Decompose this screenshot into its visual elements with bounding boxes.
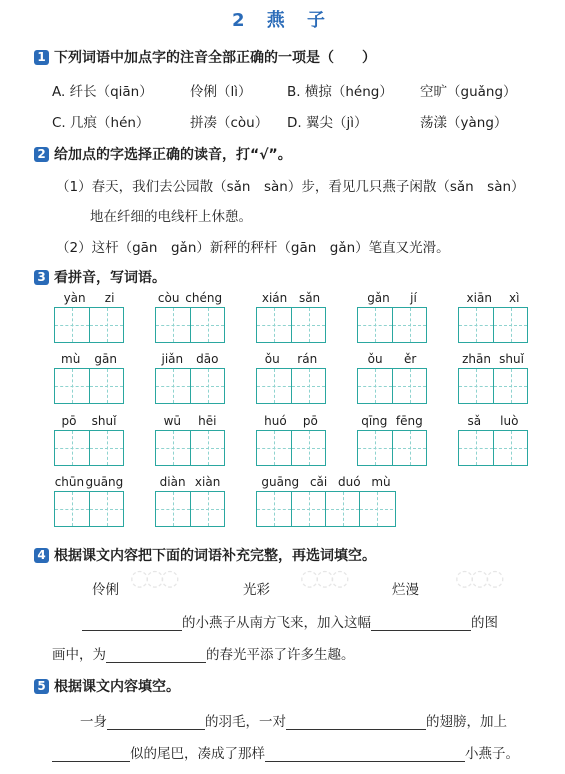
writing-grid[interactable] — [256, 491, 396, 527]
grid-cell[interactable] — [493, 308, 527, 342]
option-a-word1: A. 纤长（qiān） — [52, 84, 153, 100]
grid-cell[interactable] — [392, 308, 426, 342]
option-c-word2: 拼凑（còu） — [190, 115, 269, 131]
option-d-word2: 荡漾（yàng） — [420, 115, 508, 131]
grid-cell[interactable] — [493, 431, 527, 465]
pinyin-syllable: sǎ — [467, 414, 482, 428]
pinyin-syllable: ǒu — [367, 352, 383, 366]
decorative-flourish: ◌◌◌ — [300, 566, 346, 591]
question-text: 根据课文内容填空。 — [54, 679, 180, 695]
pinyin-syllable: wū — [163, 414, 181, 428]
writing-grid[interactable] — [54, 430, 124, 466]
question-number: 2 — [34, 147, 49, 162]
pinyin-item — [458, 352, 528, 404]
question-number: 5 — [34, 679, 49, 694]
grid-cell[interactable] — [257, 492, 291, 526]
word-fill-3: 烂漫 — [392, 582, 419, 598]
pinyin-syllable: guāng — [85, 475, 124, 489]
pinyin-syllable: shuǐ — [91, 414, 117, 428]
sentence-fragment: 一身 — [80, 714, 107, 730]
question-1-header — [34, 47, 376, 67]
pinyin-syllable: fēng — [395, 414, 423, 428]
blank-line[interactable] — [107, 715, 205, 730]
question-text: 给加点的字选择正确的读音，打“√”。 — [54, 147, 292, 163]
pinyin-syllable: huó — [264, 414, 287, 428]
grid-cell[interactable] — [190, 308, 224, 342]
pinyin-item — [458, 414, 528, 466]
writing-grid[interactable] — [155, 368, 225, 404]
pinyin-syllable: chéng — [185, 291, 223, 305]
decorative-flourish: ◌◌◌ — [455, 566, 501, 591]
word-fill-2: 光彩 — [243, 582, 270, 598]
grid-cell[interactable] — [190, 369, 224, 403]
option-c-word1: C. 几痕（hén） — [52, 115, 150, 131]
grid-cell[interactable] — [257, 369, 291, 403]
pinyin-item — [54, 475, 124, 527]
pinyin-syllable: rán — [297, 352, 318, 366]
pinyin-syllable: yàn — [63, 291, 86, 305]
sentence-fragment: 画中，为 — [52, 647, 106, 663]
grid-cell[interactable] — [291, 431, 325, 465]
sentence-fragment: 的羽毛，一对 — [205, 714, 286, 730]
q4-line-1 — [82, 611, 498, 631]
sentence-fragment: 的春光平添了许多生趣。 — [206, 647, 355, 663]
blank-line[interactable] — [106, 648, 206, 663]
grid-cell[interactable] — [358, 369, 392, 403]
pinyin-item — [357, 414, 427, 466]
grid-cell[interactable] — [359, 492, 393, 526]
pinyin-syllable: pō — [61, 414, 77, 428]
writing-grid[interactable] — [256, 430, 326, 466]
grid-cell[interactable] — [156, 308, 190, 342]
grid-cell[interactable] — [89, 431, 123, 465]
grid-cell[interactable] — [257, 431, 291, 465]
grid-cell[interactable] — [190, 492, 224, 526]
writing-grid[interactable] — [458, 368, 528, 404]
sentence-2: （2）这杆（gān gǎn）新秤的秤杆（gān gǎn）笔直又光滑。 — [56, 240, 450, 256]
grid-cell[interactable] — [291, 492, 325, 526]
writing-grid[interactable] — [256, 368, 326, 404]
grid-cell[interactable] — [459, 369, 493, 403]
grid-cell[interactable] — [55, 308, 89, 342]
pinyin-item — [256, 352, 326, 404]
writing-grid[interactable] — [458, 430, 528, 466]
question-text: 看拼音，写词语。 — [54, 270, 166, 286]
writing-grid[interactable] — [256, 307, 326, 343]
writing-grid[interactable] — [357, 307, 427, 343]
grid-cell[interactable] — [493, 369, 527, 403]
grid-cell[interactable] — [291, 308, 325, 342]
sentence-fragment: 似的尾巴，凑成了那样 — [130, 746, 265, 762]
writing-grid[interactable] — [54, 307, 124, 343]
blank-line[interactable] — [52, 747, 130, 762]
writing-grid[interactable] — [155, 307, 225, 343]
grid-cell[interactable] — [55, 369, 89, 403]
pinyin-syllable: zhān — [462, 352, 491, 366]
sentence-fragment: 的图 — [471, 615, 498, 631]
question-text: 根据课文内容把下面的词语补充完整，再选词填空。 — [54, 548, 376, 564]
pinyin-item — [155, 475, 225, 527]
grid-cell[interactable] — [325, 492, 359, 526]
pinyin-syllable: xián — [261, 291, 288, 305]
pinyin-item — [458, 291, 528, 343]
grid-cell[interactable] — [55, 431, 89, 465]
pinyin-syllable: xiàn — [194, 475, 221, 489]
decorative-flourish: ◌◌◌ — [130, 566, 176, 591]
pinyin-item — [357, 291, 427, 343]
pinyin-syllable: còu — [157, 291, 180, 305]
question-text: 下列词语中加点字的注音全部正确的一项是（ ） — [54, 50, 376, 66]
writing-grid[interactable] — [54, 368, 124, 404]
writing-grid[interactable] — [54, 491, 124, 527]
pinyin-syllable: zi — [104, 291, 115, 305]
grid-cell[interactable] — [257, 308, 291, 342]
pinyin-syllable: gǎn — [367, 291, 390, 305]
q4-line-2 — [52, 643, 355, 663]
pinyin-syllable: ěr — [403, 352, 417, 366]
q5-line-2 — [52, 742, 519, 762]
option-b-word1: B. 横掠（héng） — [287, 84, 393, 100]
pinyin-item — [155, 352, 225, 404]
page-title: 2 燕 子 — [231, 10, 334, 31]
pinyin-syllable: gān — [94, 352, 117, 366]
pinyin-syllable: xiān — [466, 291, 492, 305]
question-number: 3 — [34, 270, 49, 285]
option-d-word1: D. 翼尖（jì） — [287, 115, 368, 131]
word-fill-1: 伶俐 — [92, 582, 119, 598]
pinyin-syllable: sǎn — [298, 291, 321, 305]
grid-cell[interactable] — [190, 431, 224, 465]
writing-grid[interactable] — [357, 368, 427, 404]
pinyin-item — [54, 414, 124, 466]
question-number: 4 — [34, 548, 49, 563]
pinyin-syllable: shuǐ — [499, 352, 524, 366]
writing-grid[interactable] — [155, 430, 225, 466]
question-number: 1 — [34, 50, 49, 65]
grid-cell[interactable] — [358, 431, 392, 465]
pinyin-item — [155, 414, 225, 466]
grid-cell[interactable] — [358, 308, 392, 342]
pinyin-syllable: hēi — [198, 414, 217, 428]
question-2-header — [34, 144, 292, 164]
pinyin-syllable: luò — [500, 414, 519, 428]
blank-line[interactable] — [371, 616, 471, 631]
grid-cell[interactable] — [291, 369, 325, 403]
writing-grid[interactable] — [357, 430, 427, 466]
grid-cell[interactable] — [156, 492, 190, 526]
grid-cell[interactable] — [459, 431, 493, 465]
pinyin-syllable: duó — [337, 475, 361, 489]
q5-line-1 — [80, 710, 507, 730]
pinyin-syllable: xì — [509, 291, 520, 305]
option-a-word2: 伶俐（lì） — [190, 84, 252, 100]
blank-line[interactable] — [286, 715, 426, 730]
pinyin-syllable: chūn — [54, 475, 85, 489]
pinyin-syllable: guāng — [261, 475, 300, 489]
pinyin-item — [256, 291, 326, 343]
grid-cell[interactable] — [156, 369, 190, 403]
grid-cell[interactable] — [55, 492, 89, 526]
question-4-header — [34, 545, 376, 565]
pinyin-syllable: ǒu — [264, 352, 280, 366]
blank-line[interactable] — [265, 747, 465, 762]
pinyin-item — [54, 291, 124, 343]
pinyin-syllable: diàn — [159, 475, 186, 489]
sentence-fragment: 的翅膀，加上 — [426, 714, 507, 730]
pinyin-syllable: mù — [371, 475, 391, 489]
pinyin-item — [155, 291, 225, 343]
grid-cell[interactable] — [156, 431, 190, 465]
pinyin-item — [54, 352, 124, 404]
pinyin-item — [357, 352, 427, 404]
pinyin-syllable: jiǎn — [161, 352, 184, 366]
grid-cell[interactable] — [89, 369, 123, 403]
pinyin-syllable: mù — [61, 352, 81, 366]
writing-grid[interactable] — [155, 491, 225, 527]
pinyin-item — [256, 414, 326, 466]
grid-cell[interactable] — [89, 308, 123, 342]
pinyin-syllable: jí — [410, 291, 417, 305]
pinyin-syllable: pō — [302, 414, 318, 428]
blank-line[interactable] — [82, 616, 182, 631]
sentence-fragment: 的小燕子从南方飞来，加入这幅 — [182, 615, 371, 631]
pinyin-syllable: dāo — [196, 352, 219, 366]
option-b-word2: 空旷（guǎng） — [420, 84, 517, 100]
grid-cell[interactable] — [392, 431, 426, 465]
grid-cell[interactable] — [89, 492, 123, 526]
question-3-header — [34, 267, 166, 287]
question-5-header — [34, 676, 180, 696]
grid-cell[interactable] — [392, 369, 426, 403]
pinyin-syllable: qīng — [361, 414, 388, 428]
grid-cell[interactable] — [459, 308, 493, 342]
pinyin-syllable: cǎi — [309, 475, 328, 489]
sentence-1b: 地在纤细的电线杆上休憩。 — [90, 209, 252, 225]
writing-grid[interactable] — [458, 307, 528, 343]
sentence-fragment: 小燕子。 — [465, 746, 519, 762]
pinyin-item — [256, 475, 396, 527]
sentence-1a: （1）春天，我们去公园散（sǎn sàn）步，看见几只燕子闲散（sǎn sàn） — [56, 179, 525, 195]
